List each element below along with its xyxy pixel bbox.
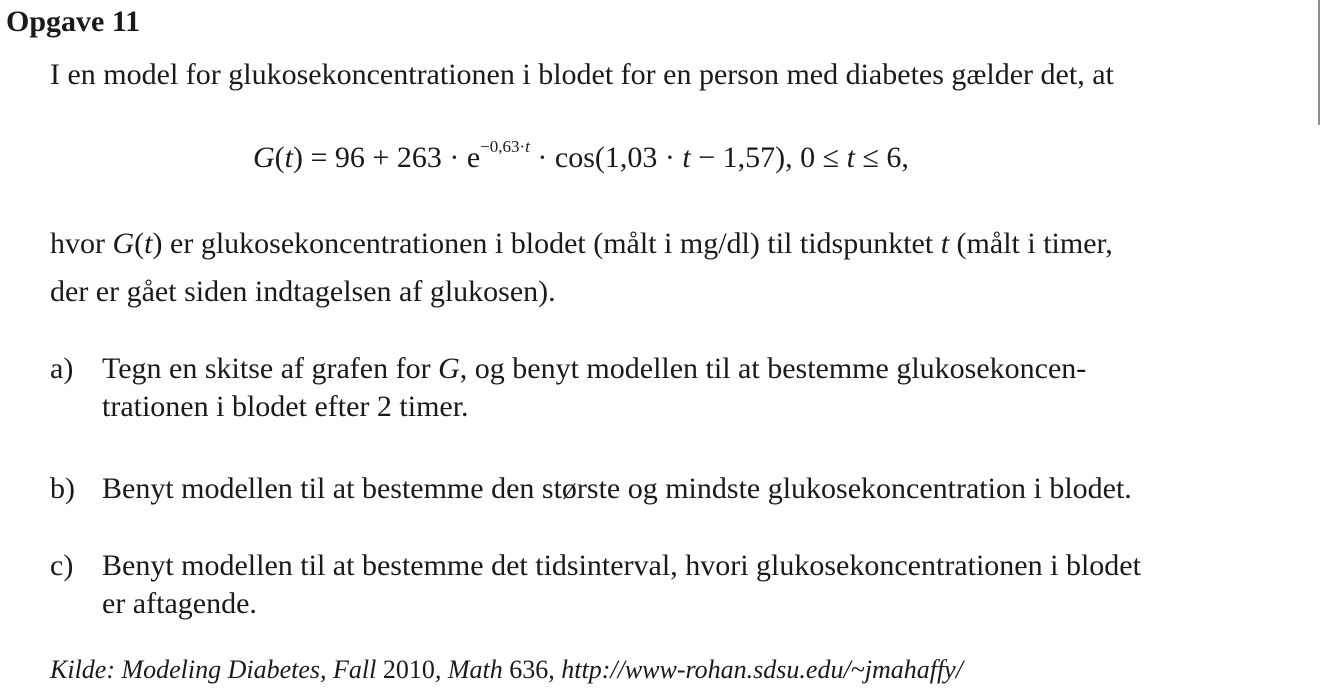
task-a-text	[102, 350, 1086, 426]
formula-var: t	[284, 141, 294, 174]
formula-paren-open: (	[274, 141, 285, 174]
desc-tail: (målt i timer,	[949, 227, 1113, 260]
desc-func: G	[112, 227, 135, 260]
intro-paragraph: I en model for glukosekoncentrationen i blodet for en person med diabetes gælder det, at	[50, 58, 1114, 91]
formula-range-tail: ≤ 6,	[854, 141, 909, 174]
desc-paren-close: )	[152, 227, 163, 260]
formula-cos-tail: − 1,57), 0 ≤	[690, 141, 847, 174]
source-year: 2010	[382, 655, 435, 684]
task-c-line-2: er aftagende.	[102, 587, 257, 620]
task-a-line-1	[102, 350, 1086, 388]
task-a-var: G	[438, 352, 460, 385]
task-a-tail: , og benyt modellen til at bestemme glukosekoncen-	[459, 352, 1087, 385]
task-c-label: c)	[50, 549, 74, 582]
task-c-line-1: Benyt modellen til at bestemme det tidsinterval, hvori glukosekoncentrationen i blodet	[102, 549, 1141, 582]
formula-main: = 96 + 263 · e	[303, 141, 481, 174]
description-line-1	[50, 224, 1113, 264]
exercise-heading: Opgave 11	[6, 5, 141, 38]
formula-cos: · cos(1,03 ·	[529, 141, 683, 174]
source-citation	[50, 654, 963, 686]
task-b-label: b)	[50, 472, 75, 505]
task-a-line-2: trationen i blodet efter 2 timer.	[102, 390, 469, 423]
task-a-label: a)	[50, 352, 74, 385]
formula-exponent-num: −0,63·	[480, 137, 526, 156]
source-url[interactable]: , http://www-rohan.sdsu.edu/~jmahaffy/	[548, 655, 963, 684]
source-kilde: Kilde: Modeling Diabetes, Fall	[50, 655, 383, 684]
desc-prefix: hvor	[50, 227, 113, 260]
formula-cos-var: t	[682, 141, 691, 174]
description-line-2: der er gået siden indtagelsen af glukosen).	[50, 275, 556, 308]
task-a-prefix: Tegn en skitse af grafen for	[102, 352, 439, 385]
desc-var2: t	[940, 227, 950, 260]
formula-exponent-var: t	[525, 137, 530, 156]
formula-exponent	[480, 137, 530, 156]
task-c-text	[102, 547, 1141, 623]
source-course: 636	[509, 655, 549, 684]
source-math: , Math	[434, 655, 510, 684]
desc-paren-open: (	[134, 227, 145, 260]
task-b-text	[102, 470, 1132, 508]
formula-range-var: t	[846, 141, 855, 174]
desc-mid: er glukosekoncentrationen i blodet (målt i mg/dl) til tidspunktet	[162, 227, 941, 260]
formula-func: G	[253, 141, 275, 174]
desc-var: t	[144, 227, 153, 260]
task-b-line-1: Benyt modellen til at bestemme den største og mindste glukosekoncentration i blodet.	[102, 472, 1132, 505]
formula	[253, 138, 909, 178]
formula-paren-close: )	[293, 141, 304, 174]
page-edge-line	[1318, 0, 1320, 125]
